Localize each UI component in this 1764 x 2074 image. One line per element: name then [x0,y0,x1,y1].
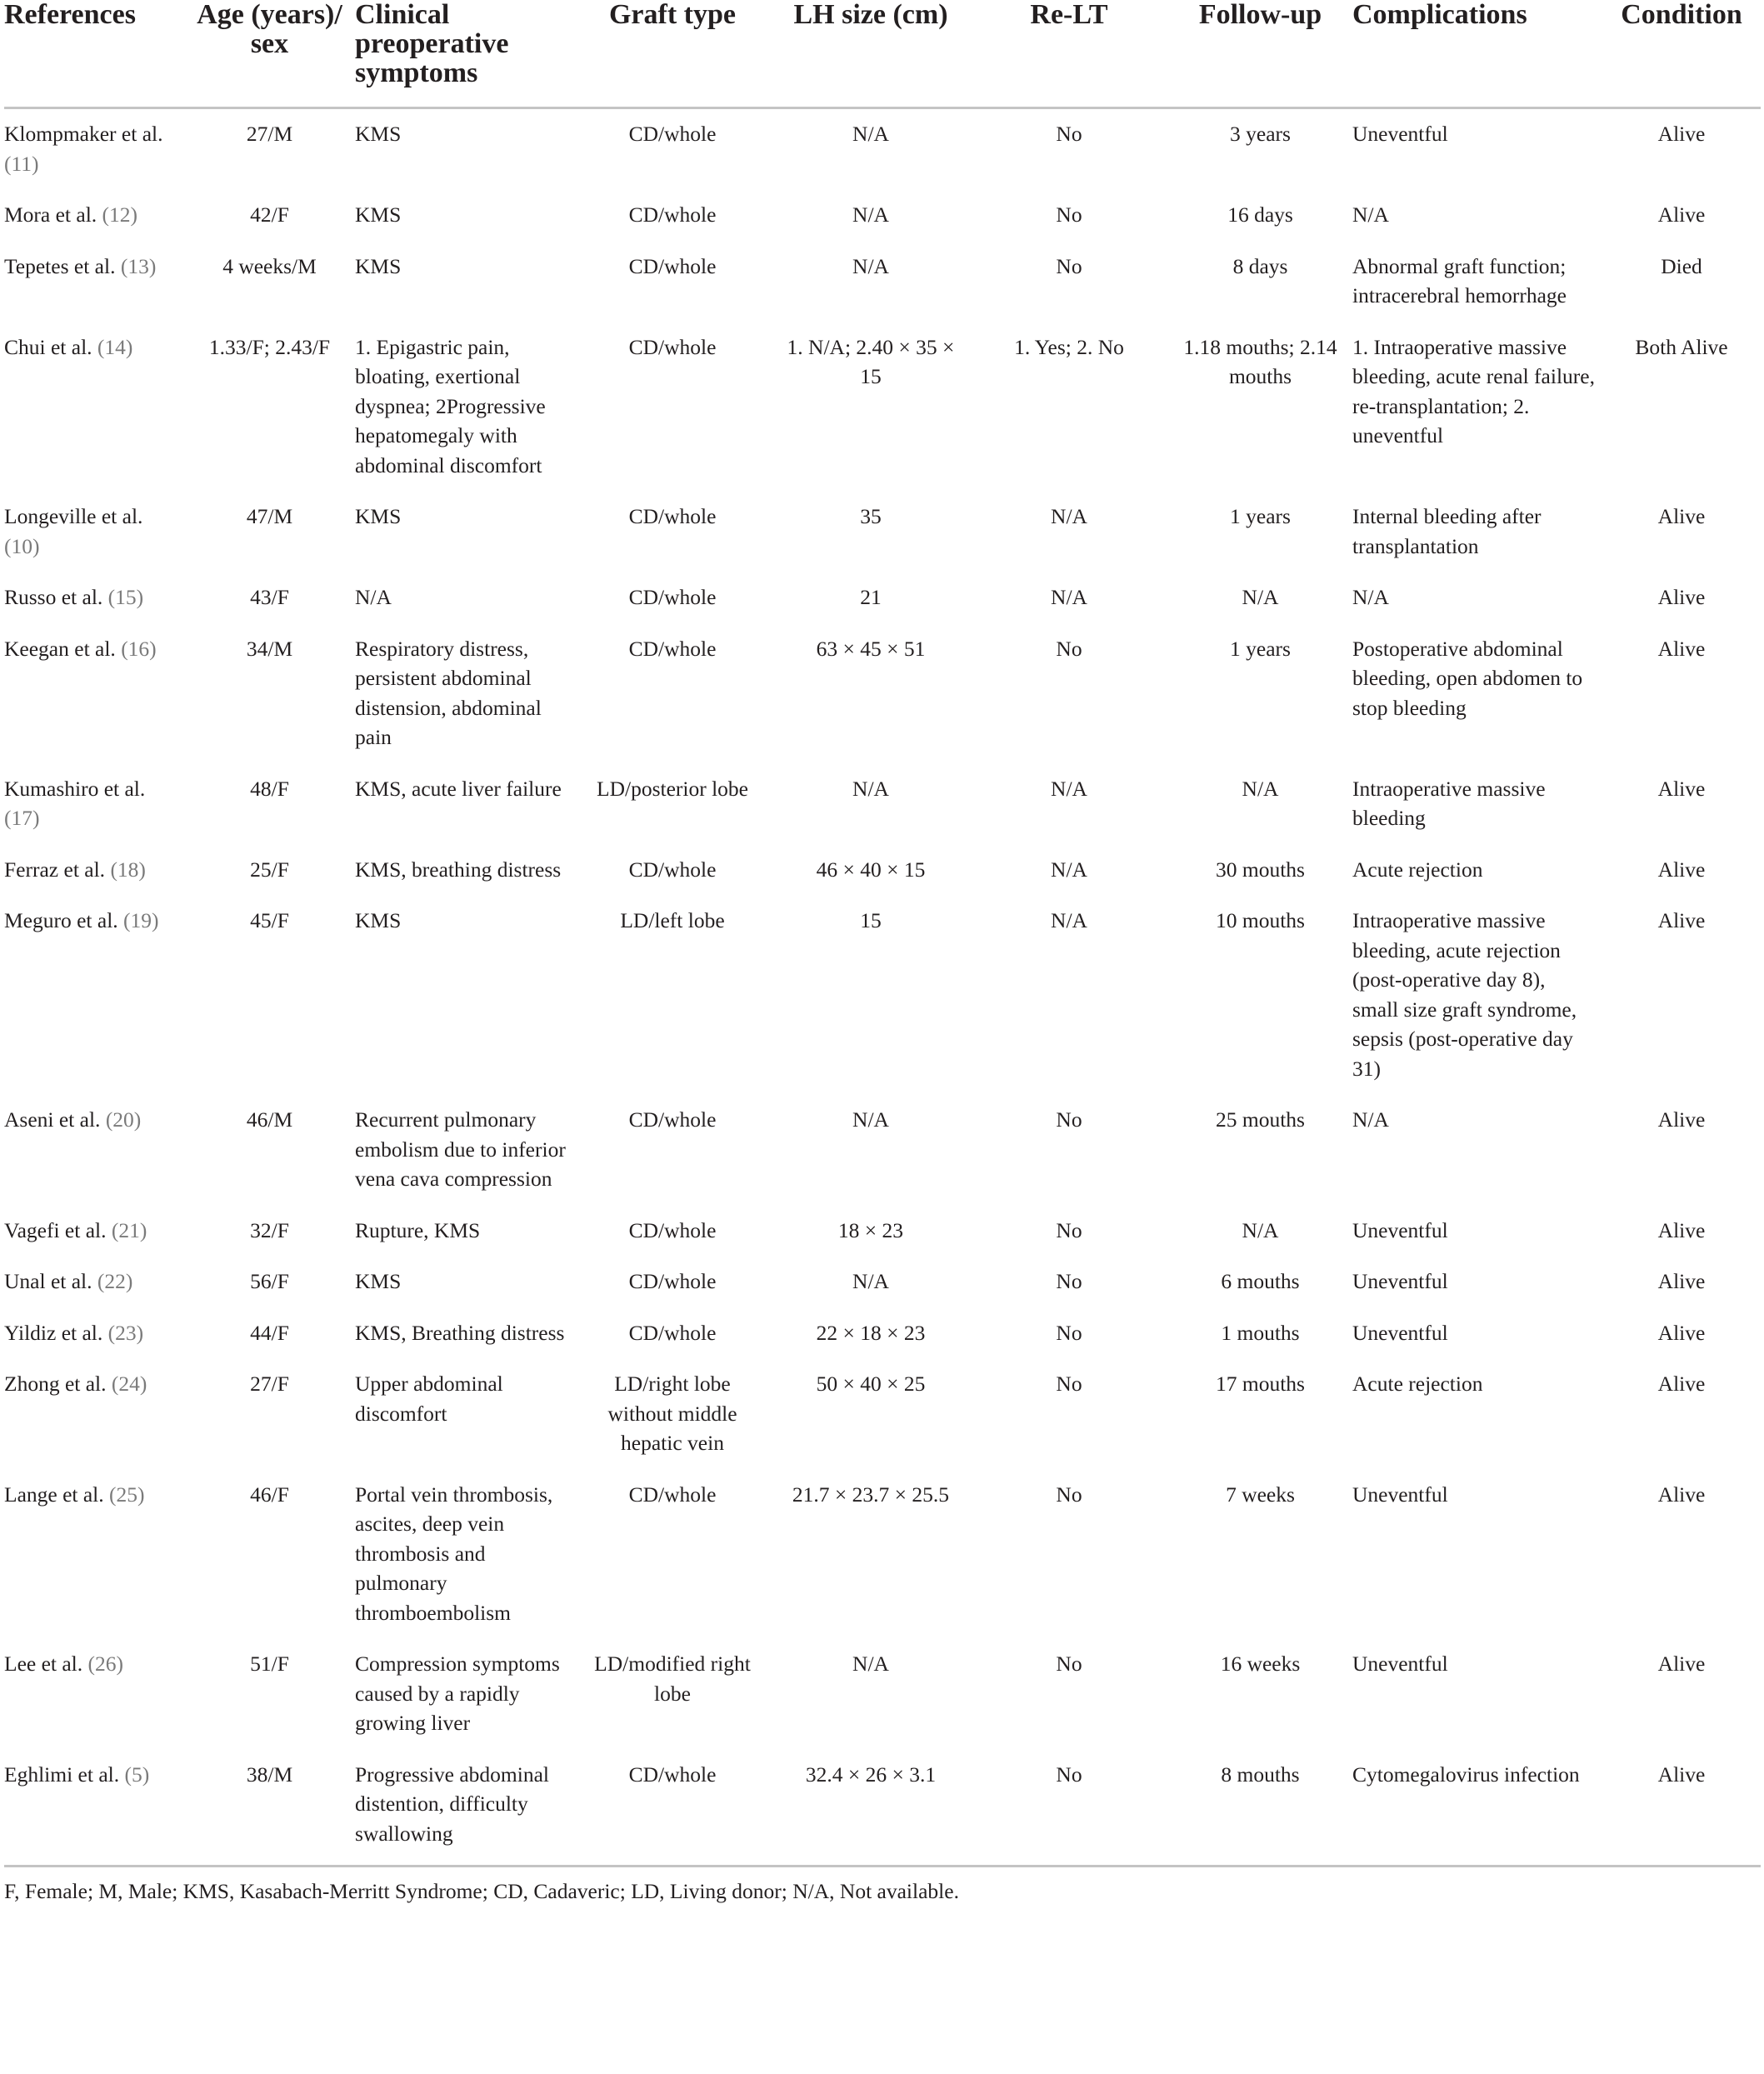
table-row [4,108,1761,191]
cell-reference [4,190,184,242]
header-age-sex: Age (years)/ sex [184,0,355,108]
cell-complications: Uneventful [1352,1320,1448,1345]
reference-author: Kumashiro et al. [4,776,146,801]
cell-reference [4,1257,184,1308]
cell-symptoms: KMS [355,253,402,278]
table-body [4,108,1761,1861]
table-row [4,764,1761,845]
cell-reference [4,1206,184,1257]
cell-condition: Alive [1657,504,1706,528]
reference-author: Lange et al. [4,1482,104,1507]
cell-condition: Alive [1657,908,1706,932]
cell-condition: Alive [1657,776,1706,801]
cell-reference [4,624,184,764]
reference-number-link[interactable]: (20) [105,1107,142,1132]
cell-reference [4,1308,184,1360]
cell-complications: Intraoperative massive bleeding, acute rejection (post-operative day 8), small size graft syndrome, sepsis (post-operative day 31) [1352,908,1577,1081]
cell-symptoms: Upper abdominal discomfort [355,1372,503,1426]
reference-author: Unal et al. [4,1269,92,1293]
cell-re-lt: N/A [1051,908,1087,932]
cell-complications: N/A [1352,585,1389,609]
cell-re-lt: N/A [1051,776,1087,801]
cell-follow-up: 16 weeks [1220,1652,1301,1676]
cell-follow-up: 30 mouths [1216,857,1305,882]
cell-complications: N/A [1352,202,1389,227]
cell-condition: Alive [1657,857,1706,882]
cell-re-lt: No [1056,1217,1082,1242]
reference-author: Eghlimi et al. [4,1762,120,1787]
reference-author: Yildiz et al. [4,1320,103,1345]
cell-age-sex: 34/M [246,636,293,661]
cell-age-sex: 48/F [250,776,289,801]
reference-author: Tepetes et al. [4,253,116,278]
cell-condition: Both Alive [1635,334,1728,359]
cell-age-sex: 56/F [250,1269,289,1293]
cell-graft-type: LD/left lobe [620,908,725,932]
cell-age-sex: 4 weeks/M [222,253,317,278]
cell-lh-size: 32.4 × 26 × 3.1 [805,1762,937,1787]
table-row [4,572,1761,624]
cell-complications: Acute rejection [1352,857,1483,882]
cell-reference [4,896,184,1095]
cell-follow-up: 1.18 mouths; 2.14 mouths [1183,334,1337,388]
cell-graft-type: CD/whole [628,1107,717,1132]
header-symptoms: Clinical preoperative symptoms [355,0,573,108]
reference-number-link[interactable]: (5) [124,1762,150,1787]
cell-complications: Intraoperative massive bleeding [1352,776,1546,830]
cell-lh-size: 21.7 × 23.7 × 25.5 [792,1482,950,1507]
reference-author: Vagefi et al. [4,1217,107,1242]
cell-age-sex: 47/M [246,504,293,528]
cell-age-sex: 32/F [250,1217,289,1242]
cell-complications: Postoperative abdominal bleeding, open abdomen to stop bleeding [1352,636,1583,720]
reference-author: Aseni et al. [4,1107,101,1132]
cell-graft-type: CD/whole [628,1269,717,1293]
cell-reference [4,108,184,191]
cell-condition: Alive [1657,1372,1706,1396]
cell-complications: Uneventful [1352,1269,1448,1293]
cell-reference [4,1470,184,1640]
reference-author: Russo et al. [4,585,103,609]
reference-author: Klompmaker et al. [4,122,163,146]
cell-symptoms: KMS, breathing distress [355,857,562,882]
cell-follow-up: 1 years [1230,636,1291,661]
cell-follow-up: 17 mouths [1216,1372,1305,1396]
reference-number-link[interactable]: (18) [110,857,146,882]
cell-follow-up: 1 mouths [1221,1320,1300,1345]
cell-age-sex: 25/F [250,857,289,882]
cell-re-lt: No [1056,1762,1082,1787]
cell-re-lt: No [1056,1269,1082,1293]
header-follow-up: Follow-up [1168,0,1352,108]
cell-complications: Uneventful [1352,1217,1448,1242]
cell-re-lt: No [1056,636,1082,661]
reference-author: Meguro et al. [4,908,118,932]
cell-age-sex: 46/M [246,1107,293,1132]
reference-number-link[interactable]: (26) [87,1652,124,1676]
cell-follow-up: N/A [1242,776,1279,801]
cell-lh-size: 15 [860,908,882,932]
header-lh-size: LH size (cm) [772,0,970,108]
table-row [4,896,1761,1095]
cell-complications: Acute rejection [1352,1372,1483,1396]
table-wrapper [4,0,1761,1904]
cell-complications: Uneventful [1352,122,1448,146]
cell-symptoms: N/A [355,585,392,609]
cell-reference [4,492,184,572]
cell-lh-size: 50 × 40 × 25 [816,1372,926,1396]
reference-number-link[interactable]: (11) [4,151,39,176]
reference-number-link[interactable]: (15) [107,585,144,609]
cell-complications: Uneventful [1352,1652,1448,1676]
cell-follow-up: 25 mouths [1216,1107,1305,1132]
cell-re-lt: 1. Yes; 2. No [1014,334,1124,359]
cell-graft-type: CD/whole [628,253,717,278]
cell-lh-size: 18 × 23 [837,1217,904,1242]
cell-condition: Alive [1657,1217,1706,1242]
cell-graft-type: CD/whole [628,1217,717,1242]
cell-symptoms: Respiratory distress, persistent abdominal distension, abdominal pain [355,636,542,749]
table-row [4,242,1761,322]
reference-number-link[interactable]: (16) [121,636,157,661]
cell-symptoms: Portal vein thrombosis, ascites, deep vein thrombosis and pulmonary thromboembolism [355,1482,553,1625]
cell-symptoms: KMS [355,1269,402,1293]
reference-author: Zhong et al. [4,1372,107,1396]
cell-lh-size: N/A [852,202,889,227]
cell-condition: Alive [1657,1482,1706,1507]
cell-lh-size: 22 × 18 × 23 [816,1320,926,1345]
cell-condition: Alive [1657,1652,1706,1676]
cell-condition: Alive [1657,1320,1706,1345]
cell-graft-type: CD/whole [628,334,717,359]
cell-age-sex: 44/F [250,1320,289,1345]
cell-complications: Cytomegalovirus infection [1352,1762,1580,1787]
cell-age-sex: 46/F [250,1482,289,1507]
cell-reference [4,845,184,897]
cell-symptoms: KMS, Breathing distress [355,1320,565,1345]
cell-lh-size: 46 × 40 × 15 [816,857,926,882]
cell-condition: Alive [1657,202,1706,227]
cell-condition: Alive [1657,1762,1706,1787]
cell-follow-up: 8 days [1232,253,1288,278]
cell-condition: Alive [1657,122,1706,146]
reference-author: Chui et al. [4,334,92,359]
cell-re-lt: No [1056,122,1082,146]
cell-graft-type: CD/whole [628,122,717,146]
cell-symptoms: KMS [355,202,402,227]
cell-re-lt: N/A [1051,857,1087,882]
cell-lh-size: N/A [852,776,889,801]
cell-condition: Died [1661,253,1702,278]
header-row [4,0,1761,108]
cell-re-lt: No [1056,1372,1082,1396]
cell-reference [4,242,184,322]
cell-lh-size: N/A [852,1652,889,1676]
header-references: References [4,0,184,108]
cell-follow-up: 10 mouths [1216,908,1305,932]
cell-lh-size: 35 [860,504,882,528]
header-complications: Complications [1352,0,1602,108]
cell-graft-type: CD/whole [628,1482,717,1507]
cell-graft-type: CD/whole [628,857,717,882]
cell-reference [4,1750,184,1861]
reference-author: Mora et al. [4,202,97,227]
reference-number-link[interactable]: (17) [4,806,40,830]
reference-author: Ferraz et al. [4,857,106,882]
table-row [4,1206,1761,1257]
cell-complications: Abnormal graft function; intracerebral hemorrhage [1352,253,1567,307]
cell-graft-type: CD/whole [628,202,717,227]
cell-follow-up: 1 years [1230,504,1291,528]
lt-cases-table [4,0,1761,1860]
table-row [4,492,1761,572]
cell-follow-up: N/A [1242,585,1279,609]
reference-number-link[interactable]: (24) [111,1372,147,1396]
header-graft-type: Graft type [573,0,772,108]
cell-reference [4,1639,184,1750]
reference-number-link[interactable]: (23) [107,1320,144,1345]
header-re-lt: Re-LT [970,0,1168,108]
cell-age-sex: 42/F [250,202,289,227]
cell-follow-up: 3 years [1230,122,1291,146]
cell-lh-size: N/A [852,1269,889,1293]
reference-number-link[interactable]: (10) [4,533,40,558]
cell-symptoms: KMS [355,122,402,146]
table-row [4,624,1761,764]
cell-re-lt: No [1056,1107,1082,1132]
reference-author: Longeville et al. [4,504,143,528]
table-row [4,1257,1761,1308]
cell-graft-type: CD/whole [628,1762,717,1787]
table-row [4,190,1761,242]
cell-graft-type: LD/modified right lobe [594,1652,751,1706]
cell-reference [4,1359,184,1470]
reference-number-link[interactable]: (13) [120,253,157,278]
cell-age-sex: 51/F [250,1652,289,1676]
cell-follow-up: 8 mouths [1221,1762,1300,1787]
cell-re-lt: No [1056,253,1082,278]
table-row [4,1095,1761,1206]
cell-reference [4,1095,184,1206]
cell-follow-up: N/A [1242,1217,1279,1242]
cell-lh-size: 63 × 45 × 51 [816,636,926,661]
cell-re-lt: N/A [1051,585,1087,609]
cell-age-sex: 27/F [250,1372,289,1396]
reference-number-link[interactable]: (14) [97,334,133,359]
cell-complications: N/A [1352,1107,1389,1132]
cell-lh-size: N/A [852,1107,889,1132]
reference-number-link[interactable]: (22) [97,1269,133,1293]
cell-complications: 1. Intraoperative massive bleeding, acute renal failure, re-transplantation; 2. uneventful [1352,334,1595,447]
cell-symptoms: Recurrent pulmonary embolism due to inferior vena cava compression [355,1107,566,1191]
table-row [4,845,1761,897]
cell-condition: Alive [1657,636,1706,661]
cell-follow-up: 16 days [1227,202,1293,227]
table-row [4,322,1761,492]
cell-complications: Internal bleeding after transplantation [1352,504,1542,558]
cell-re-lt: No [1056,1482,1082,1507]
cell-graft-type: CD/whole [628,636,717,661]
reference-author: Lee et al. [4,1652,83,1676]
cell-complications: Uneventful [1352,1482,1448,1507]
cell-symptoms: 1. Epigastric pain, bloating, exertional dyspnea; 2Progressive hepatomegaly with abdominal discomfort [355,334,546,477]
cell-symptoms: KMS [355,504,402,528]
table-row [4,1359,1761,1470]
cell-symptoms: Compression symptoms caused by a rapidly growing liver [355,1652,560,1735]
table-footnote: F, Female; M, Male; KMS, Kasabach-Merritt Syndrome; CD, Cadaveric; LD, Living donor; N/A, Not available. [4,1865,1761,1904]
cell-re-lt: No [1056,1652,1082,1676]
cell-reference [4,572,184,624]
table-row [4,1639,1761,1750]
cell-age-sex: 1.33/F; 2.43/F [208,334,331,359]
cell-symptoms: KMS [355,908,402,932]
reference-author: Keegan et al. [4,636,116,661]
cell-lh-size: N/A [852,122,889,146]
cell-graft-type: CD/whole [628,504,717,528]
cell-age-sex: 38/M [246,1762,293,1787]
cell-symptoms: Rupture, KMS [355,1217,481,1242]
cell-age-sex: 27/M [246,122,293,146]
reference-number-link[interactable]: (19) [123,908,159,932]
cell-condition: Alive [1657,1107,1706,1132]
header-condition: Condition [1602,0,1761,108]
cell-graft-type: CD/whole [628,585,717,609]
cell-re-lt: N/A [1051,504,1087,528]
cell-graft-type: LD/right lobe without middle hepatic vein [607,1372,737,1455]
cell-age-sex: 45/F [250,908,289,932]
cell-lh-size: 1. N/A; 2.40 × 35 × 15 [787,334,955,388]
cell-follow-up: 6 mouths [1221,1269,1300,1293]
cell-condition: Alive [1657,1269,1706,1293]
table-row [4,1470,1761,1640]
reference-number-link[interactable]: (12) [102,202,138,227]
cell-age-sex: 43/F [250,585,289,609]
table-row [4,1750,1761,1861]
table-row [4,1308,1761,1360]
reference-number-link[interactable]: (25) [109,1482,145,1507]
cell-graft-type: LD/posterior lobe [597,776,748,801]
cell-symptoms: KMS, acute liver failure [355,776,562,801]
cell-graft-type: CD/whole [628,1320,717,1345]
cell-condition: Alive [1657,585,1706,609]
reference-number-link[interactable]: (21) [111,1217,147,1242]
cell-lh-size: N/A [852,253,889,278]
cell-symptoms: Progressive abdominal distention, difficulty swallowing [355,1762,549,1846]
cell-reference [4,764,184,845]
cell-re-lt: No [1056,202,1082,227]
cell-re-lt: No [1056,1320,1082,1345]
cell-reference [4,322,184,492]
cell-lh-size: 21 [860,585,882,609]
cell-follow-up: 7 weeks [1226,1482,1295,1507]
